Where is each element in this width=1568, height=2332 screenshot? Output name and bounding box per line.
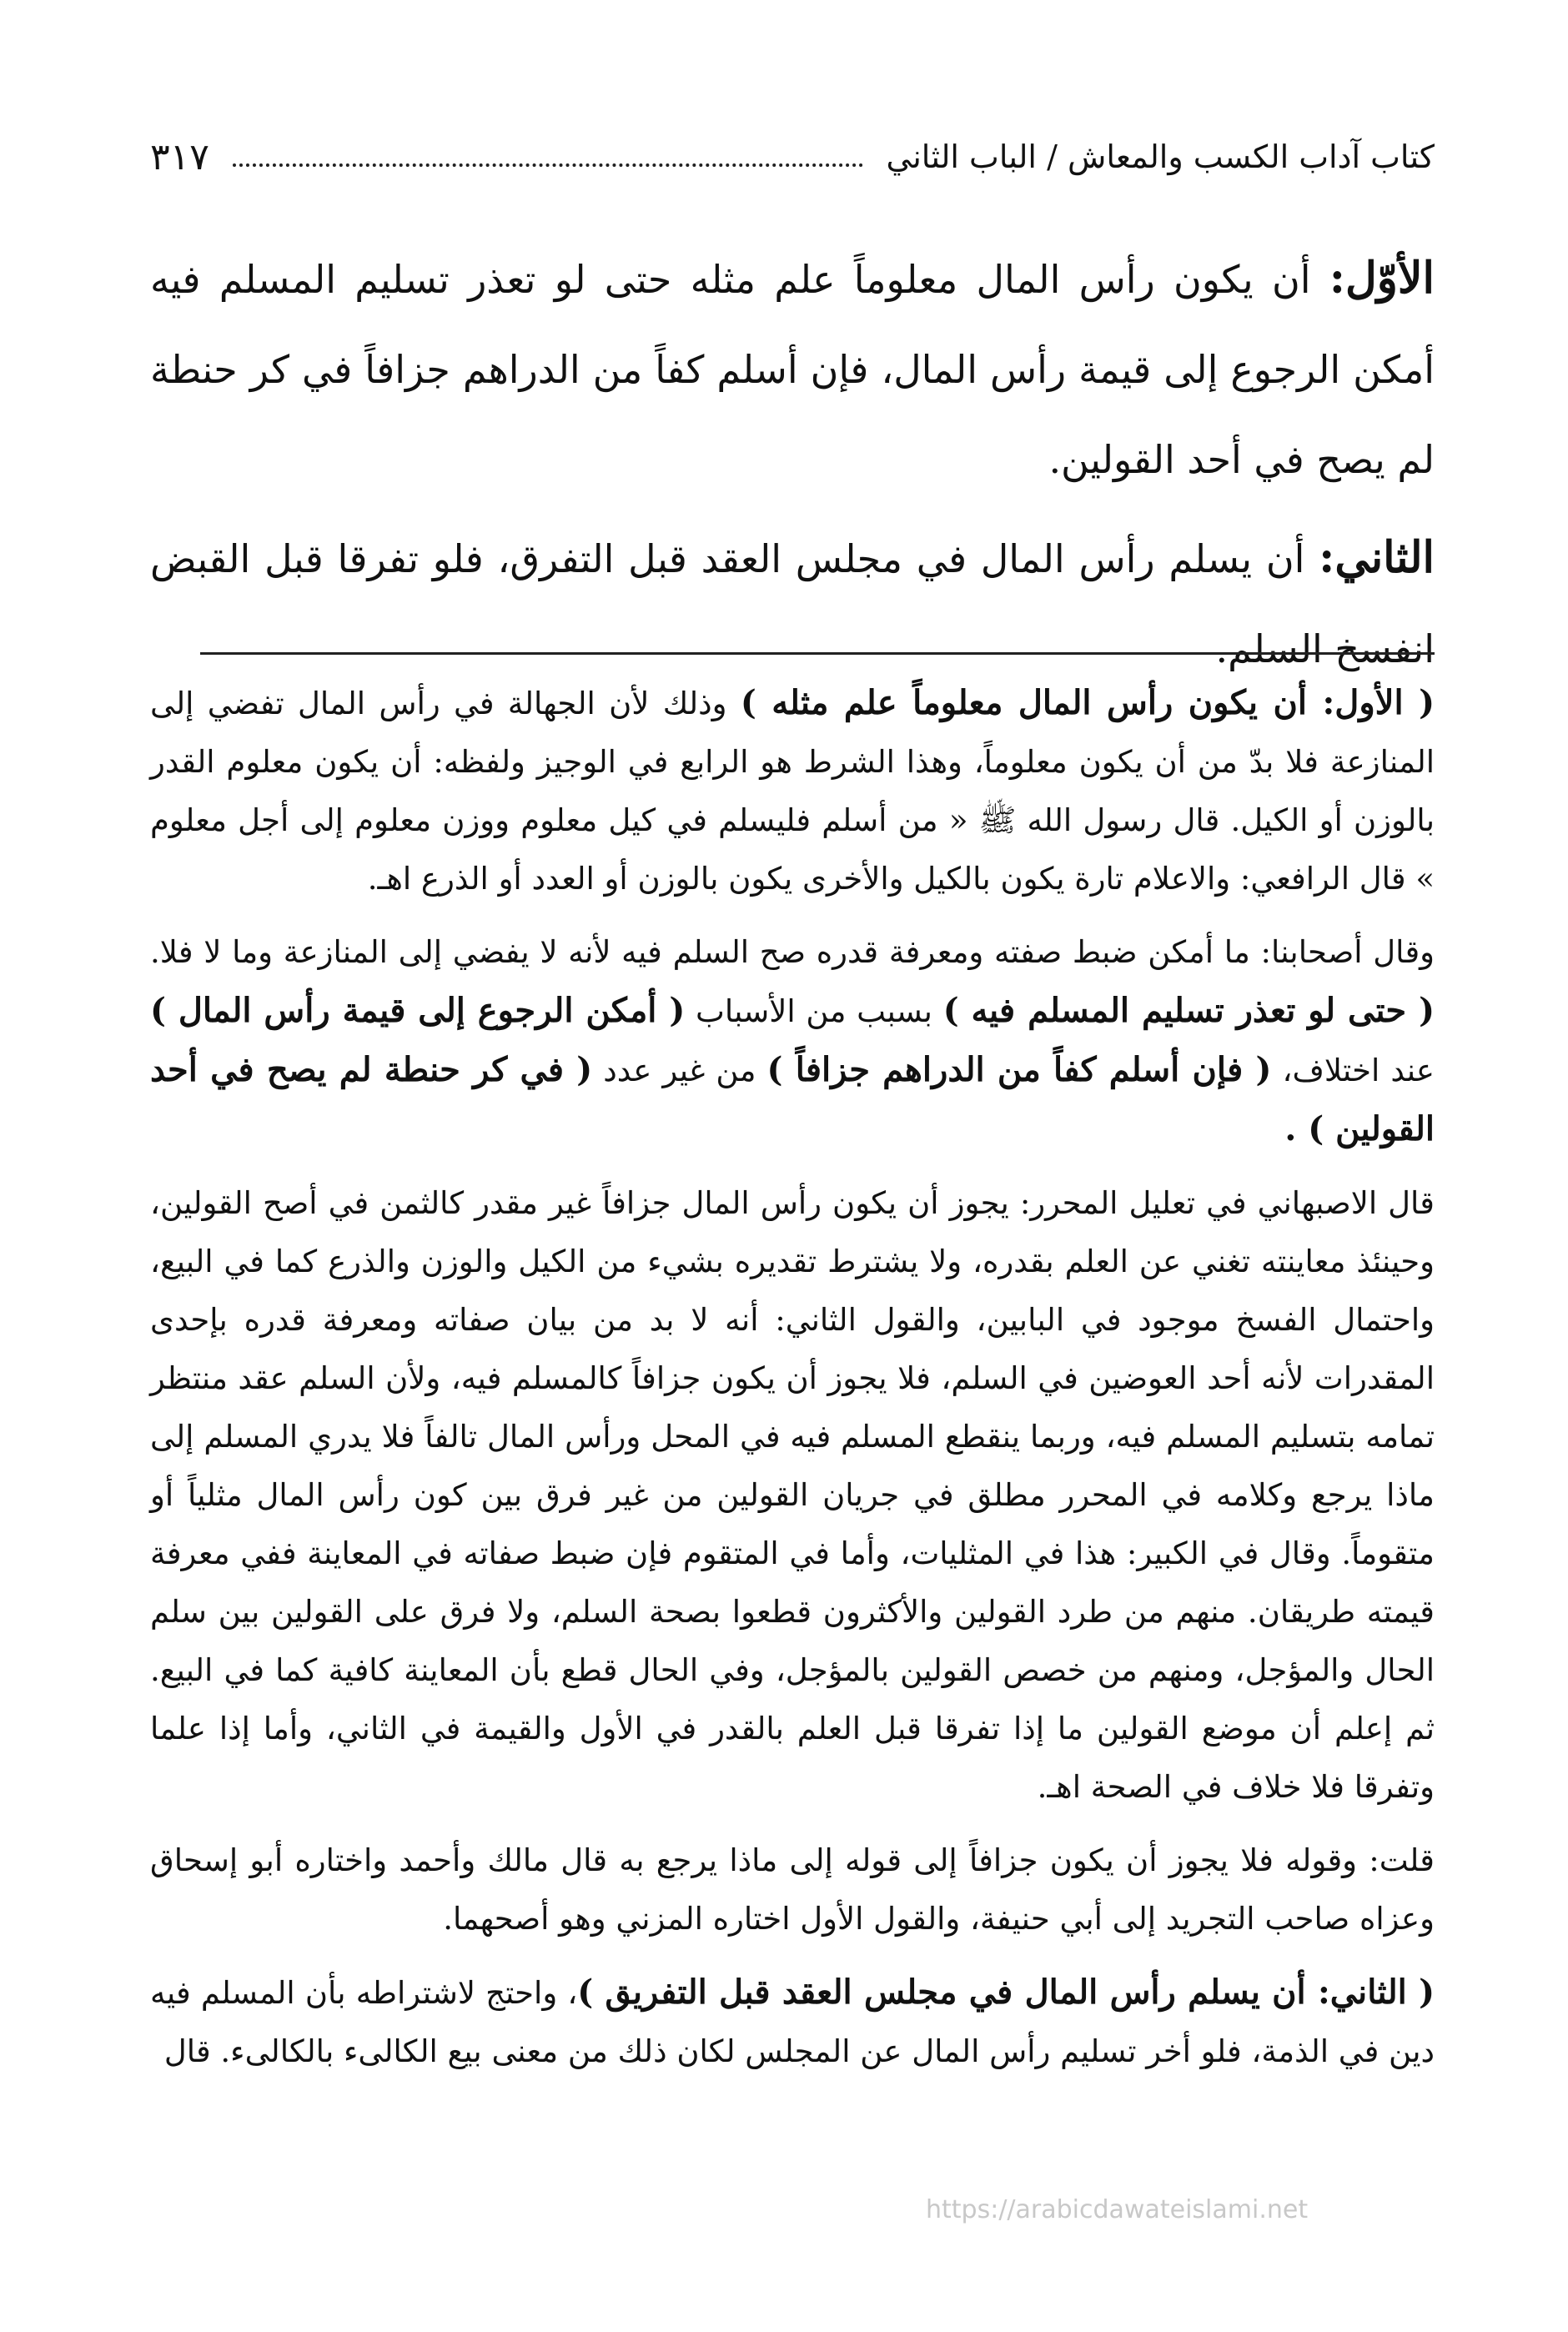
watermark: https://arabicdawateislami.net [926,2195,1309,2224]
header-dot-leader [233,163,863,167]
commentary-text: وذلك لأن الجهالة في رأس المال تفضي إلى المنازعة فلا بدّ من أن يكون معلوماً، وهذا الشرط هو الرابع في الوجيز ولفظه: أن يكون معلوم القدر بالوزن أو الكيل. قال رسول الله ﷺ « من أسلم فليسلم في كيل معلوم ووزن معلوم إلى أجل معلوم » قال الرافعي: والاعلام تارة يكون بالكيل والأخرى يكون بالوزن أو العدد أو الذرع اهـ. [150,686,1435,897]
quoted-matn: ( الثاني: أن يسلم رأس المال في مجلس العقد قبل التفريق ) [577,1973,1435,2012]
second-condition-text: أن يسلم رأس المال في مجلس العقد قبل التفرق، فلو تفرقا قبل القبض انفسخ السلم. [150,536,1435,671]
commentary-paragraph [150,674,1435,908]
quoted-matn: ( حتى لو تعذر تسليم المسلم فيه ) [942,991,1435,1030]
commentary-text: وقال أصحابنا: ما أمكن ضبط صفته ومعرفة قدره صح السلم فيه لأنه لا يفضي إلى المنازعة وما لا فلا. [150,934,1435,970]
quoted-matn: ( في كر حنطة لم يصح في أحد القولين ) . [150,1050,1435,1148]
main-paragraph-first-condition [150,234,1435,505]
commentary-text: ، واحتج لاشتراطه بأن المسلم فيه دين في الذمة، فلو أخر تسليم رأس المال عن المجلس لكان ذلك من معنى بيع الكالىء بالكالىء. قال [150,1975,1435,2069]
second-condition-term: الثاني: [1319,532,1435,583]
header-title: كتاب آداب الكسب والمعاش / الباب الثاني [886,138,1435,175]
commentary-paragraph [150,923,1435,1159]
first-condition-term: الأوّل: [1329,253,1435,304]
quoted-matn: ( فإن أسلم كفاً من الدراهم جزافاً ) [766,1050,1272,1089]
commentary-paragraph [150,1832,1435,1948]
main-text [150,234,1435,702]
main-paragraph-second-condition [150,513,1435,694]
commentary-text: عند اختلاف، [1271,1053,1435,1088]
commentary-text: قلت: وقوله فلا يجوز أن يكون جزافاً إلى قوله إلى ماذا يرجع به قال مالك وأحمد واختاره أبو إسحاق وعزاه صاحب التجريد إلى أبي حنيفة، والقول الأول اختاره المزني وهو أصحهما. [150,1842,1435,1937]
commentary-text: من غير عدد [592,1053,767,1088]
first-condition-text: أن يكون رأس المال معلوماً علم مثله حتى لو تعذر تسليم المسلم فيه أمكن الرجوع إلى قيمة رأس المال، فإن أسلم كفاً من الدراهم جزافاً في كر حنطة لم يصح في أحد القولين. [150,257,1435,482]
commentary-paragraph [150,1174,1435,1817]
section-divider [200,652,1435,655]
running-header [150,123,1435,190]
quoted-matn: ( الأول: أن يكون رأس المال معلوماً علم مثله ) [740,683,1435,722]
commentary-text: بسبب من الأسباب [685,993,943,1029]
quoted-matn: ( أمكن الرجوع إلى قيمة رأس المال ) [150,991,686,1030]
commentary [150,674,1435,2096]
commentary-paragraph [150,1963,1435,2081]
page-number: ٣١٧ [150,135,209,178]
commentary-text: قال الاصبهاني في تعليل المحرر: يجوز أن يكون رأس المال جزافاً غير مقدر كالثمن في أصح القولين، وحينئذ معاينته تغني عن العلم بقدره، ولا يشترط تقديره بشيء من الكيل والوزن والذرع كما في البيع، واحتمال الفسخ موجود في البابين، والقول الثاني: أنه لا بد من بيان صفاته ومعرفة قدره بإحدى المقدرات لأنه أحد العوضين في السلم، فلا يجوز أن يكون جزافاً كالمسلم فيه، ولأن السلم عقد منتظر تمامه بتسليم المسلم فيه، وربما ينقطع المسلم فيه في المحل ورأس المال تالفاً فلا يدري المسلم إلى ماذا يرجع وكلامه في المحرر مطلق في جريان القولين من غير فرق بين كون رأس المال مثلياً أو متقوماً. وقال في الكبير: هذا في المثليات، وأما في المتقوم فإن ضبط صفاته في المعاينة ففي معرفة قيمته طريقان. منهم من طرد القولين والأكثرون قطعوا بصحة السلم، ولا فرق على القولين بين سلم الحال والمؤجل، ومنهم من خصص القولين بالمؤجل، وفي الحال قطع بأن المعاينة كافية كما في البيع. ثم إعلم أن موضع القولين ما إذا تفرقا قبل العلم بالقدر في الأول والقيمة في الثاني، وأما إذا علما وتفرقا فلا خلاف في الصحة اهـ. [150,1185,1435,1805]
